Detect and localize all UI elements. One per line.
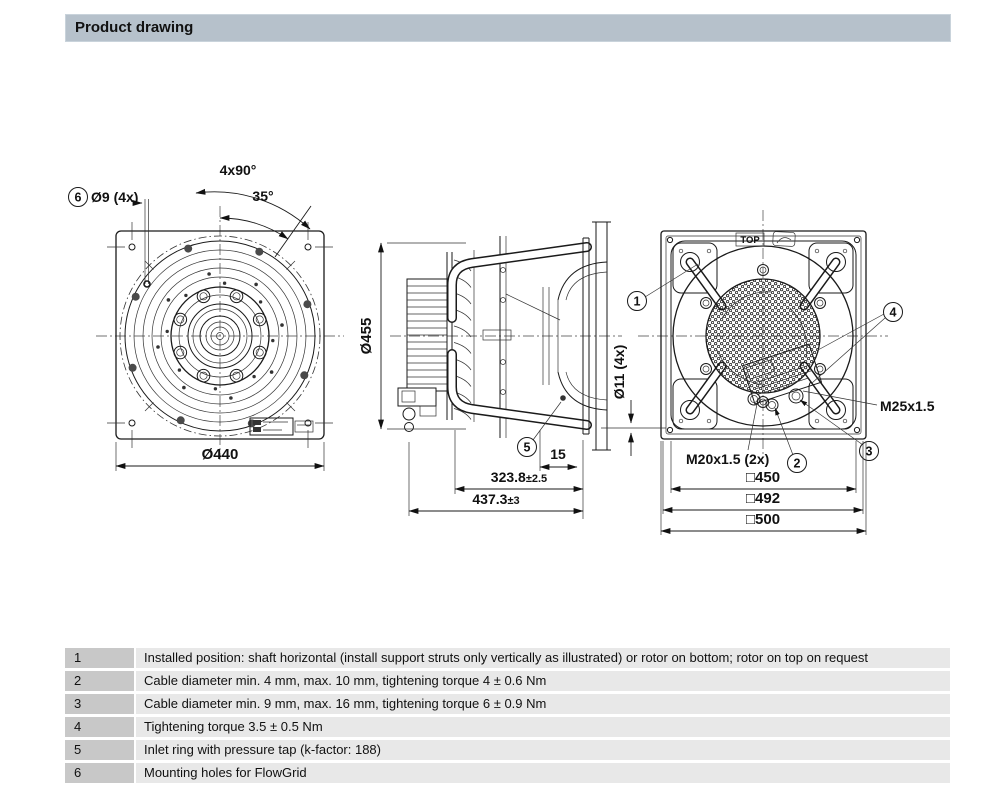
note-number: 5 xyxy=(65,740,134,760)
note-text: Cable diameter min. 9 mm, max. 16 mm, tightening torque 6 ± 0.9 Nm xyxy=(136,694,950,714)
rear-hole-label: Ø11 (4x) xyxy=(611,344,627,400)
section-title: Product drawing xyxy=(75,19,194,36)
note-text: Mounting holes for FlowGrid xyxy=(136,763,950,783)
table-row xyxy=(65,694,950,714)
table-row xyxy=(65,671,950,691)
rear-callout-4 xyxy=(812,303,903,384)
note-number: 4 xyxy=(65,717,134,737)
notes-table xyxy=(65,648,950,786)
rear-view xyxy=(601,210,935,535)
front-angle-offset-label: 35° xyxy=(252,188,274,204)
rear-motor xyxy=(706,279,820,393)
front-diameter-label: Ø440 xyxy=(201,446,239,463)
callout-2-number: 2 xyxy=(793,456,801,471)
note-text: Installed position: shaft horizontal (install support struts only vertically as illustrated) or rotor on bottom; rotor on top on request xyxy=(136,648,950,668)
table-row xyxy=(65,717,950,737)
side-terminal-box xyxy=(398,388,436,432)
dim-492-label: □492 xyxy=(745,490,781,507)
front-hole-note: Ø9 (4x) xyxy=(91,189,139,205)
callout-4-number: 4 xyxy=(889,305,897,320)
table-row xyxy=(65,648,950,668)
note-text: Inlet ring with pressure tap (k-factor: 188) xyxy=(136,740,950,760)
front-angle-pattern-label: 4x90° xyxy=(219,162,257,178)
rear-dim-450 xyxy=(671,441,856,493)
note-text: Tightening torque 3.5 ± 0.5 Nm xyxy=(136,717,950,737)
note-number: 3 xyxy=(65,694,134,714)
top-marker-label: TOP xyxy=(740,235,760,246)
callout-6-number: 6 xyxy=(74,190,82,205)
side-depth-total-label: 437.3±3 xyxy=(472,491,520,507)
note-text: Cable diameter min. 4 mm, max. 10 mm, tightening torque 4 ± 0.6 Nm xyxy=(136,671,950,691)
side-motor xyxy=(407,279,447,391)
note-number: 1 xyxy=(65,648,134,668)
side-depth-inner-label: 323.8±2.5 xyxy=(490,469,548,485)
dim-450-label: □450 xyxy=(745,469,781,486)
side-diameter-label: Ø455 xyxy=(358,317,375,355)
table-row xyxy=(65,740,950,760)
side-offset-dim xyxy=(540,430,577,471)
front-rating-label xyxy=(250,418,313,435)
callout-3-number: 3 xyxy=(865,444,873,459)
callout-5-number: 5 xyxy=(523,440,531,455)
front-callout-6 xyxy=(69,188,151,288)
front-view xyxy=(69,162,345,471)
table-row xyxy=(65,763,950,783)
front-diameter-dim xyxy=(116,442,324,471)
dim-500-label: □500 xyxy=(745,511,781,528)
m25-label: M25x1.5 xyxy=(880,398,935,414)
rear-top-marker xyxy=(736,231,795,246)
front-angle-dims xyxy=(196,162,311,257)
side-view xyxy=(358,222,622,519)
callout-1-number: 1 xyxy=(633,294,641,309)
m20-label: M20x1.5 (2x) xyxy=(686,451,770,467)
side-offset-label: 15 xyxy=(550,446,566,462)
note-number: 2 xyxy=(65,671,134,691)
rear-hole-note xyxy=(601,345,666,456)
note-number: 6 xyxy=(65,763,134,783)
